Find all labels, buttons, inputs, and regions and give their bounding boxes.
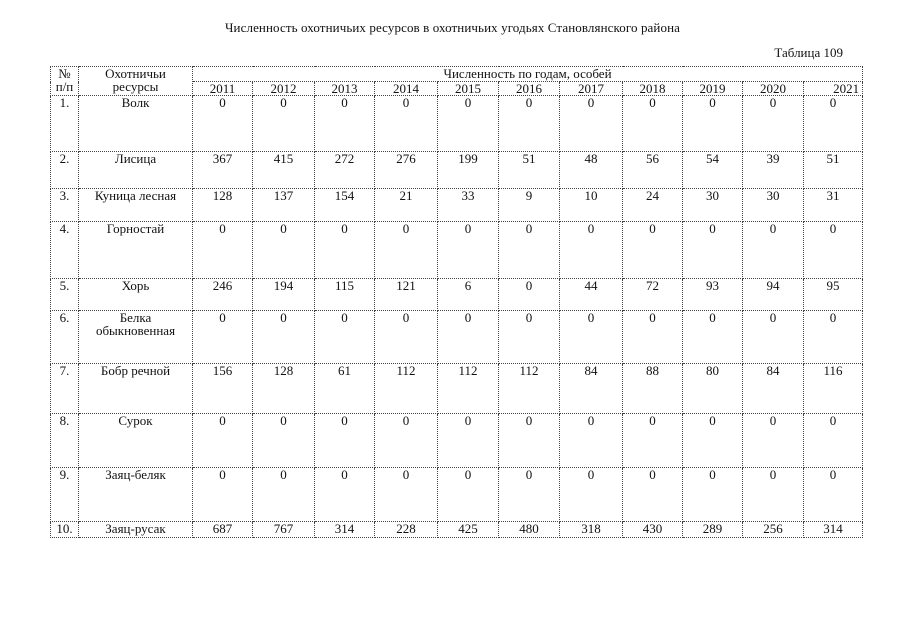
value-cell: 0 [560, 311, 623, 364]
value-cell: 0 [438, 468, 499, 522]
value-cell: 0 [683, 222, 743, 279]
row-num: 4. [51, 222, 79, 279]
row-num: 7. [51, 364, 79, 414]
row-resource: Бобр речной [79, 364, 193, 414]
row-resource: Заяц-русак [79, 522, 193, 538]
value-cell: 0 [683, 468, 743, 522]
row-resource-line1: Белка [119, 310, 152, 325]
value-cell: 44 [560, 279, 623, 311]
row-num: 10. [51, 522, 79, 538]
value-cell: 72 [623, 279, 683, 311]
table-row [51, 414, 863, 468]
value-cell: 0 [804, 468, 863, 522]
value-cell: 95 [804, 279, 863, 311]
value-cell: 0 [804, 311, 863, 364]
row-num: 8. [51, 414, 79, 468]
value-cell: 0 [375, 222, 438, 279]
value-cell: 154 [315, 189, 375, 222]
value-cell: 51 [499, 152, 560, 189]
value-cell: 0 [315, 414, 375, 468]
value-cell: 6 [438, 279, 499, 311]
value-cell: 0 [375, 96, 438, 152]
value-cell: 33 [438, 189, 499, 222]
row-resource: Лисица [79, 152, 193, 189]
value-cell: 112 [375, 364, 438, 414]
value-cell: 39 [743, 152, 804, 189]
value-cell: 480 [499, 522, 560, 538]
value-cell: 112 [499, 364, 560, 414]
value-cell: 767 [253, 522, 315, 538]
row-resource [79, 311, 193, 364]
value-cell: 415 [253, 152, 315, 189]
table-row [51, 152, 863, 189]
header-num-cell [51, 67, 79, 96]
value-cell: 272 [315, 152, 375, 189]
table-row [51, 96, 863, 152]
value-cell: 0 [315, 96, 375, 152]
value-cell: 128 [193, 189, 253, 222]
table-row [51, 311, 863, 364]
value-cell: 314 [804, 522, 863, 538]
year-header: 2018 [623, 82, 683, 96]
value-cell: 9 [499, 189, 560, 222]
value-cell: 0 [804, 96, 863, 152]
row-num: 6. [51, 311, 79, 364]
value-cell: 0 [499, 222, 560, 279]
row-resource: Сурок [79, 414, 193, 468]
value-cell: 0 [315, 311, 375, 364]
row-resource: Горностай [79, 222, 193, 279]
value-cell: 61 [315, 364, 375, 414]
value-cell: 137 [253, 189, 315, 222]
value-cell: 0 [438, 311, 499, 364]
year-header: 2021 [804, 82, 863, 96]
header-row-group [51, 67, 863, 82]
row-resource: Волк [79, 96, 193, 152]
table-row [51, 222, 863, 279]
value-cell: 0 [253, 468, 315, 522]
value-cell: 88 [623, 364, 683, 414]
value-cell: 0 [499, 414, 560, 468]
value-cell: 115 [315, 279, 375, 311]
header-num-line1: № [58, 66, 71, 81]
value-cell: 0 [193, 222, 253, 279]
value-cell: 0 [375, 468, 438, 522]
value-cell: 0 [499, 279, 560, 311]
value-cell: 0 [560, 414, 623, 468]
value-cell: 24 [623, 189, 683, 222]
row-resource-line2: обыкновенная [95, 323, 176, 338]
year-header: 2017 [560, 82, 623, 96]
value-cell: 128 [253, 364, 315, 414]
value-cell: 0 [193, 414, 253, 468]
value-cell: 0 [193, 468, 253, 522]
value-cell: 0 [623, 311, 683, 364]
value-cell: 94 [743, 279, 804, 311]
value-cell: 0 [375, 311, 438, 364]
year-header: 2013 [315, 82, 375, 96]
value-cell: 0 [560, 96, 623, 152]
value-cell: 194 [253, 279, 315, 311]
header-resource-line2: ресурсы [112, 79, 159, 94]
value-cell: 0 [438, 96, 499, 152]
value-cell: 112 [438, 364, 499, 414]
value-cell: 256 [743, 522, 804, 538]
value-cell: 48 [560, 152, 623, 189]
header-resource-line1: Охотничьи [105, 66, 166, 81]
value-cell: 0 [623, 222, 683, 279]
header-num-line2: п/п [55, 79, 74, 94]
value-cell: 0 [560, 222, 623, 279]
value-cell: 0 [193, 311, 253, 364]
row-num: 2. [51, 152, 79, 189]
row-num: 1. [51, 96, 79, 152]
value-cell: 289 [683, 522, 743, 538]
row-resource: Хорь [79, 279, 193, 311]
value-cell: 51 [804, 152, 863, 189]
value-cell: 30 [743, 189, 804, 222]
value-cell: 276 [375, 152, 438, 189]
value-cell: 156 [193, 364, 253, 414]
value-cell: 0 [499, 468, 560, 522]
value-cell: 0 [743, 222, 804, 279]
value-cell: 56 [623, 152, 683, 189]
value-cell: 54 [683, 152, 743, 189]
value-cell: 0 [315, 468, 375, 522]
value-cell: 0 [623, 96, 683, 152]
value-cell: 0 [193, 96, 253, 152]
value-cell: 199 [438, 152, 499, 189]
value-cell: 0 [315, 222, 375, 279]
value-cell: 0 [683, 311, 743, 364]
value-cell: 0 [804, 222, 863, 279]
value-cell: 30 [683, 189, 743, 222]
row-resource: Заяц-беляк [79, 468, 193, 522]
row-num: 3. [51, 189, 79, 222]
value-cell: 0 [743, 414, 804, 468]
value-cell: 84 [560, 364, 623, 414]
table-row [51, 279, 863, 311]
value-cell: 0 [623, 414, 683, 468]
value-cell: 116 [804, 364, 863, 414]
value-cell: 318 [560, 522, 623, 538]
value-cell: 0 [253, 96, 315, 152]
value-cell: 0 [623, 468, 683, 522]
table-label: Таблица 109 [774, 45, 843, 60]
hunting-resources-table [50, 66, 863, 538]
row-num: 9. [51, 468, 79, 522]
value-cell: 367 [193, 152, 253, 189]
value-cell: 425 [438, 522, 499, 538]
table-row [51, 364, 863, 414]
year-header: 2014 [375, 82, 438, 96]
value-cell: 121 [375, 279, 438, 311]
value-cell: 0 [499, 96, 560, 152]
value-cell: 0 [253, 311, 315, 364]
value-cell: 0 [683, 414, 743, 468]
value-cell: 0 [804, 414, 863, 468]
value-cell: 0 [253, 414, 315, 468]
value-cell: 0 [438, 222, 499, 279]
value-cell: 0 [375, 414, 438, 468]
value-cell: 687 [193, 522, 253, 538]
year-header: 2019 [683, 82, 743, 96]
value-cell: 93 [683, 279, 743, 311]
value-cell: 430 [623, 522, 683, 538]
value-cell: 0 [683, 96, 743, 152]
table-row [51, 468, 863, 522]
header-group-cell: Численность по годам, особей [193, 67, 863, 82]
value-cell: 0 [499, 311, 560, 364]
header-resource-cell [79, 67, 193, 96]
year-header: 2016 [499, 82, 560, 96]
value-cell: 246 [193, 279, 253, 311]
value-cell: 0 [743, 468, 804, 522]
value-cell: 0 [743, 96, 804, 152]
year-header: 2012 [253, 82, 315, 96]
value-cell: 0 [560, 468, 623, 522]
table-row [51, 522, 863, 538]
document-title: Численность охотничьих ресурсов в охотничьих угодьях Становлянского района [225, 20, 680, 35]
value-cell: 228 [375, 522, 438, 538]
row-num: 5. [51, 279, 79, 311]
value-cell: 21 [375, 189, 438, 222]
value-cell: 31 [804, 189, 863, 222]
value-cell: 0 [253, 222, 315, 279]
value-cell: 84 [743, 364, 804, 414]
year-header: 2020 [743, 82, 804, 96]
value-cell: 0 [743, 311, 804, 364]
year-header: 2015 [438, 82, 499, 96]
row-resource: Куница лесная [79, 189, 193, 222]
value-cell: 314 [315, 522, 375, 538]
year-header: 2011 [193, 82, 253, 96]
value-cell: 0 [438, 414, 499, 468]
value-cell: 80 [683, 364, 743, 414]
table-row [51, 189, 863, 222]
value-cell: 10 [560, 189, 623, 222]
